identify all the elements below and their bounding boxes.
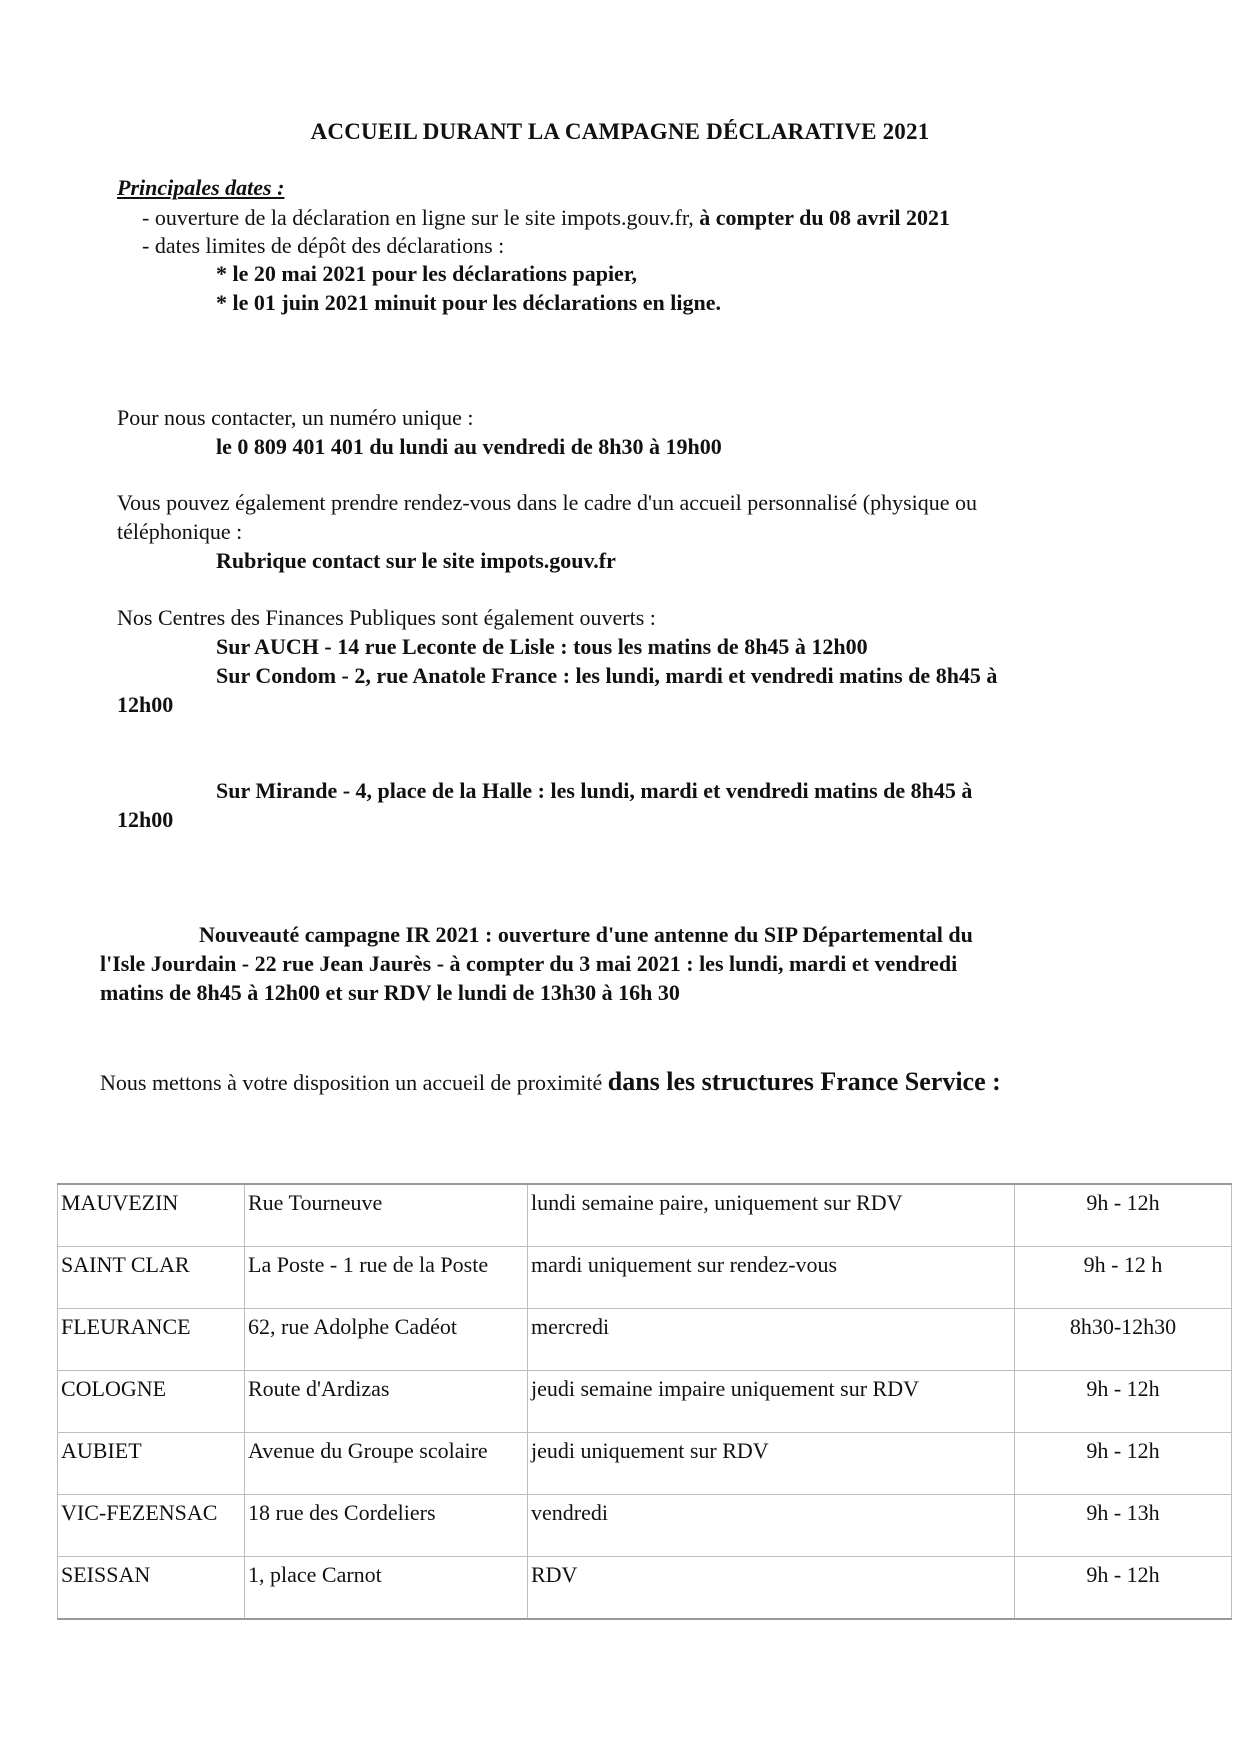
address-cell: 62, rue Adolphe Cadéot [245,1309,528,1371]
proximite-bold: dans les structures France Service : [607,1067,1001,1096]
town-cell: MAUVEZIN [58,1184,245,1247]
hours-cell: 9h - 12h [1015,1433,1232,1495]
france-service-table-body [58,1184,1232,1619]
dates-line-3: * le 20 mai 2021 pour les déclarations papier, [216,261,638,286]
table-row [58,1557,1232,1620]
dates-line-1-bold: à compter du 08 avril 2021 [699,205,951,230]
table-row [58,1247,1232,1309]
address-cell: La Poste - 1 rue de la Poste [245,1247,528,1309]
town-cell: AUBIET [58,1433,245,1495]
proximite-line [100,1067,1001,1097]
dates-line-1 [142,205,950,231]
town-cell: SAINT CLAR [58,1247,245,1309]
schedule-cell: jeudi uniquement sur RDV [528,1433,1015,1495]
hours-cell: 9h - 12h [1015,1184,1232,1247]
hours-cell: 8h30-12h30 [1015,1309,1232,1371]
hours-cell: 9h - 12h [1015,1557,1232,1620]
address-cell: 18 rue des Cordeliers [245,1495,528,1557]
hours-cell: 9h - 12h [1015,1371,1232,1433]
rdv-line-2: téléphonique : [117,519,243,544]
rdv-link: Rubrique contact sur le site impots.gouv.fr [216,548,616,573]
contact-phone: le 0 809 401 401 du lundi au vendredi de 8h30 à 19h00 [216,434,722,459]
dates-line-4: * le 01 juin 2021 minuit pour les déclarations en ligne. [216,290,722,315]
dates-line-2: - dates limites de dépôt des déclarations : [142,233,505,258]
centre-auch: Sur AUCH - 14 rue Leconte de Lisle : tous les matins de 8h45 à 12h00 [216,634,868,659]
town-cell: SEISSAN [58,1557,245,1620]
centre-condom-line-2: 12h00 [117,692,174,717]
nouveaute-line-1: Nouveauté campagne IR 2021 : ouverture d'une antenne du SIP Départemental du [199,922,973,947]
address-cell: Rue Tourneuve [245,1184,528,1247]
nouveaute-line-3: matins de 8h45 à 12h00 et sur RDV le lundi de 13h30 à 16h 30 [100,980,680,1005]
hours-cell: 9h - 12 h [1015,1247,1232,1309]
centres-intro: Nos Centres des Finances Publiques sont également ouverts : [117,605,656,630]
france-service-table [57,1183,1232,1620]
schedule-cell: jeudi semaine impaire uniquement sur RDV [528,1371,1015,1433]
proximite-text: Nous mettons à votre disposition un accueil de proximité [100,1070,608,1095]
page-title: ACCUEIL DURANT LA CAMPAGNE DÉCLARATIVE 2021 [310,119,930,144]
schedule-cell: lundi semaine paire, uniquement sur RDV [528,1184,1015,1247]
address-cell: Avenue du Groupe scolaire [245,1433,528,1495]
nouveaute-line-2: l'Isle Jourdain - 22 rue Jean Jaurès - à compter du 3 mai 2021 : les lundi, mardi et vendredi [100,951,958,976]
table-row [58,1495,1232,1557]
schedule-cell: mardi uniquement sur rendez-vous [528,1247,1015,1309]
schedule-cell: mercredi [528,1309,1015,1371]
dates-heading: Principales dates : [117,175,285,200]
table-row [58,1309,1232,1371]
schedule-cell: RDV [528,1557,1015,1620]
schedule-cell: vendredi [528,1495,1015,1557]
contact-intro: Pour nous contacter, un numéro unique : [117,405,474,430]
table-row [58,1184,1232,1247]
address-cell: Route d'Ardizas [245,1371,528,1433]
rdv-line-1: Vous pouvez également prendre rendez-vous dans le cadre d'un accueil personnalisé (physique ou [117,490,978,515]
town-cell: COLOGNE [58,1371,245,1433]
table-row [58,1371,1232,1433]
hours-cell: 9h - 13h [1015,1495,1232,1557]
table-row [58,1433,1232,1495]
centre-mirande-line-2: 12h00 [117,807,174,832]
address-cell: 1, place Carnot [245,1557,528,1620]
dates-line-1-text: - ouverture de la déclaration en ligne sur le site impots.gouv.fr, [142,205,700,230]
town-cell: VIC-FEZENSAC [58,1495,245,1557]
centre-condom-line-1: Sur Condom - 2, rue Anatole France : les lundi, mardi et vendredi matins de 8h45 à [216,663,998,688]
centre-mirande-line-1: Sur Mirande - 4, place de la Halle : les lundi, mardi et vendredi matins de 8h45 à [216,778,973,803]
town-cell: FLEURANCE [58,1309,245,1371]
